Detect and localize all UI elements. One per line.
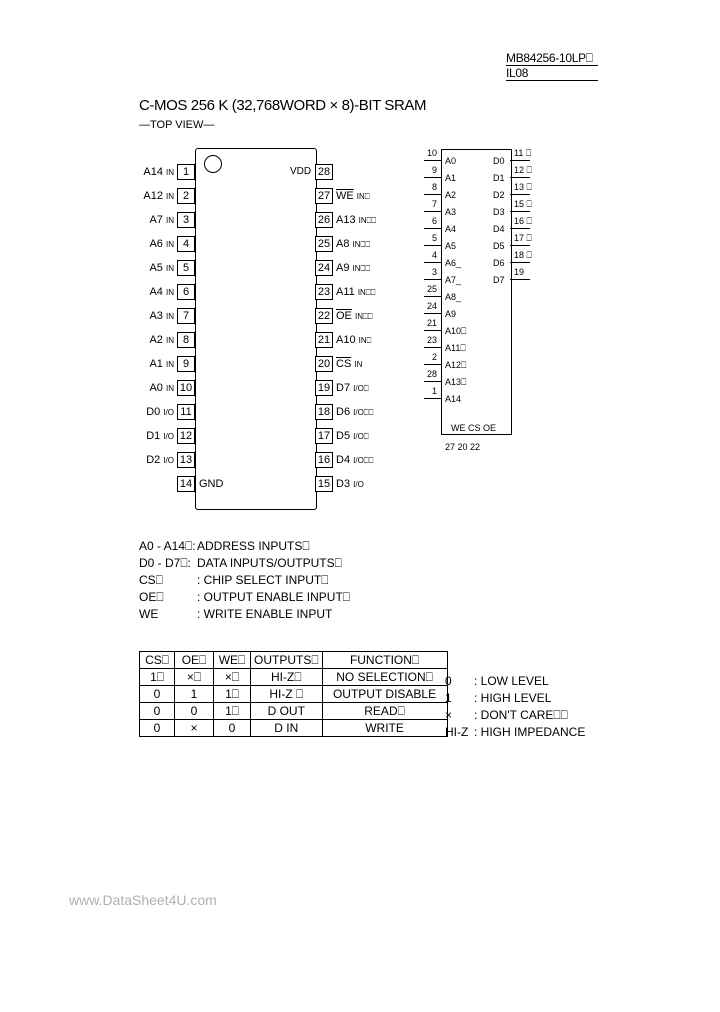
pin-label bbox=[336, 356, 362, 373]
symbol-output-lead bbox=[510, 279, 530, 280]
pin-label bbox=[336, 476, 364, 493]
pin-name: D4 bbox=[336, 454, 351, 466]
symbol-input-label: A3 bbox=[445, 207, 457, 217]
key-description: : DON'T CARE⎕⎕ bbox=[474, 708, 568, 722]
pin-name: A12 bbox=[143, 190, 163, 202]
symbol-output-pin: 11 ⎕ bbox=[514, 148, 532, 158]
pin-type: IN bbox=[166, 168, 174, 177]
symbol-input-pin: 3 bbox=[431, 267, 437, 277]
symbol-input-pin: 5 bbox=[431, 233, 437, 243]
symbol-output-label: D1 bbox=[493, 173, 505, 183]
pin-number: 19 bbox=[315, 380, 333, 396]
pin-number: 26 bbox=[315, 212, 333, 228]
function-table-heading: OUTPUTS⎕ bbox=[251, 652, 323, 669]
function-table-row bbox=[140, 703, 448, 720]
function-table-body bbox=[140, 669, 448, 737]
pin-number: 22 bbox=[315, 308, 333, 324]
function-table-cell: 0 bbox=[140, 720, 175, 737]
view-label: —TOP VIEW— bbox=[139, 119, 215, 131]
key-symbol: 0 bbox=[445, 674, 452, 688]
symbol-input-label: A4 bbox=[445, 224, 457, 234]
function-table-cell: 1⎕ bbox=[140, 669, 175, 686]
pin-type: IN bbox=[166, 336, 174, 345]
pin-label bbox=[336, 212, 376, 229]
pin-label bbox=[336, 452, 373, 469]
pin-label bbox=[149, 236, 174, 253]
pin-type: I/O⎕ bbox=[353, 432, 369, 441]
pin-number: 6 bbox=[177, 284, 195, 300]
pin-number: 23 bbox=[315, 284, 333, 300]
pin-name: A9 bbox=[336, 262, 350, 274]
symbol-input-pin: 21 bbox=[426, 318, 437, 328]
symbol-input-label: A11⎕ bbox=[445, 343, 466, 353]
pin-name: A11 bbox=[336, 286, 355, 298]
pin-label bbox=[336, 260, 370, 277]
key-symbol: × bbox=[445, 708, 453, 722]
pin-type: IN bbox=[166, 264, 174, 273]
pin-type: IN⎕⎕ bbox=[357, 288, 376, 297]
symbol-output-lead bbox=[510, 160, 530, 161]
pin-label bbox=[336, 284, 375, 301]
symbol-input-lead bbox=[424, 245, 441, 246]
symbol-output-pin: 13 ⎕ bbox=[514, 182, 532, 192]
pin-name: D2 bbox=[146, 454, 161, 466]
pin-number: 9 bbox=[177, 356, 195, 372]
symbol-output-pin: 16 ⎕ bbox=[514, 216, 532, 226]
pin-number: 21 bbox=[315, 332, 333, 348]
pin-type: I/O bbox=[163, 408, 174, 417]
function-table-heading: OE⎕ bbox=[175, 652, 214, 669]
pin-type: IN bbox=[166, 192, 174, 201]
pin-name: $\overline{CS}$ bbox=[336, 358, 352, 370]
pin-number: 1 bbox=[177, 164, 195, 180]
symbol-output-lead bbox=[510, 194, 530, 195]
part-number: MB84256-10LP⎕ bbox=[506, 51, 593, 65]
symbol-input-pin: 8 bbox=[431, 182, 437, 192]
pin-type: I/O bbox=[163, 456, 174, 465]
pin-number: 4 bbox=[177, 236, 195, 252]
pin-label bbox=[336, 236, 370, 253]
pin-number: 18 bbox=[315, 404, 333, 420]
pin-name: D0 bbox=[146, 406, 161, 418]
symbol-input-lead bbox=[424, 330, 441, 331]
pin-number: 28 bbox=[315, 164, 333, 180]
function-table-cell: READ⎕ bbox=[322, 703, 447, 720]
function-table-cell: 1⎕ bbox=[214, 686, 251, 703]
key-description: : LOW LEVEL bbox=[474, 674, 549, 688]
symbol-input-pin: 10 bbox=[426, 148, 437, 158]
symbol-input-lead bbox=[424, 211, 441, 212]
symbol-input-label: A8_ bbox=[445, 292, 462, 302]
legend-description: DATA INPUTS/OUTPUTS⎕ bbox=[197, 556, 342, 570]
pin-label bbox=[149, 332, 174, 349]
legend-signal: WE bbox=[139, 607, 159, 621]
symbol-input-pin: 4 bbox=[431, 250, 437, 260]
symbol-input-pin: 1 bbox=[431, 386, 437, 396]
symbol-input-lead bbox=[424, 296, 441, 297]
pin-name: A6 bbox=[149, 238, 163, 250]
pin-type: IN bbox=[166, 384, 174, 393]
pin-number: 14 bbox=[177, 476, 195, 492]
pin-type: IN bbox=[166, 360, 174, 369]
legend-description: ADDRESS INPUTS⎕ bbox=[197, 539, 310, 553]
pin-label bbox=[336, 404, 373, 421]
key-symbol: 1 bbox=[445, 691, 452, 705]
symbol-input-label: A2 bbox=[445, 190, 457, 200]
function-table-cell: 1⎕ bbox=[214, 703, 251, 720]
pin-type: IN⎕⎕ bbox=[354, 312, 373, 321]
symbol-input-label: A12⎕ bbox=[445, 360, 467, 370]
symbol-output-label: D4 bbox=[493, 224, 505, 234]
symbol-input-label: A1 bbox=[445, 173, 457, 183]
pin-number: 16 bbox=[315, 452, 333, 468]
function-table-cell: ×⎕ bbox=[175, 669, 214, 686]
symbol-input-lead bbox=[424, 381, 441, 382]
function-table-cell: WRITE bbox=[322, 720, 447, 737]
function-table-row bbox=[140, 669, 448, 686]
symbol-input-lead bbox=[424, 228, 441, 229]
function-table-heading: FUNCTION⎕ bbox=[322, 652, 447, 669]
pin-number: 7 bbox=[177, 308, 195, 324]
function-table-header bbox=[140, 652, 448, 669]
symbol-input-pin: 23 bbox=[426, 335, 437, 345]
pin-label bbox=[336, 428, 369, 445]
gnd-label: GND bbox=[199, 478, 224, 490]
legend-signal: A0 - A14⎕: bbox=[139, 539, 196, 553]
pin-name: D5 bbox=[336, 430, 351, 442]
page-title: C-MOS 256 K (32,768WORD × 8)-BIT SRAM bbox=[139, 97, 427, 114]
key-description: : HIGH IMPEDANCE bbox=[474, 725, 586, 739]
symbol-input-lead bbox=[424, 160, 441, 161]
pin-label bbox=[149, 380, 174, 397]
symbol-output-lead bbox=[510, 262, 530, 263]
symbol-output-pin: 19 bbox=[514, 267, 525, 277]
function-table-row bbox=[140, 686, 448, 703]
symbol-input-label: A7_ bbox=[445, 275, 462, 285]
pin-number: 11 bbox=[177, 404, 195, 420]
pin-label bbox=[143, 164, 174, 181]
watermark: www.DataSheet4U.com bbox=[69, 892, 217, 908]
symbol-input-pin: 24 bbox=[426, 301, 437, 311]
symbol-input-label: A9 bbox=[445, 309, 457, 319]
symbol-output-pin: 18 ⎕ bbox=[514, 250, 532, 260]
legend-description: : CHIP SELECT INPUT⎕ bbox=[197, 573, 329, 587]
symbol-output-label: D7 bbox=[493, 275, 505, 285]
symbol-bottom-pins: 27 20 22 bbox=[445, 442, 481, 452]
symbol-output-lead bbox=[510, 211, 530, 212]
pin-number: 10 bbox=[177, 380, 195, 396]
function-table-cell: 1 bbox=[175, 686, 214, 703]
function-table-row bbox=[140, 720, 448, 737]
pin-label bbox=[149, 356, 174, 373]
pin-type: I/O⎕⎕ bbox=[353, 408, 374, 417]
function-table-cell: 0 bbox=[175, 703, 214, 720]
function-table-cell: D IN bbox=[251, 720, 323, 737]
pin-name: A5 bbox=[149, 262, 163, 274]
symbol-output-label: D0 bbox=[493, 156, 505, 166]
pin-type: IN bbox=[166, 288, 174, 297]
function-table-cell: OUTPUT DISABLE bbox=[322, 686, 447, 703]
legend-signal: CS⎕ bbox=[139, 573, 163, 587]
pin-label bbox=[146, 404, 174, 421]
symbol-input-label: A10⎕ bbox=[445, 326, 467, 336]
symbol-input-lead bbox=[424, 262, 441, 263]
pin-name: A1 bbox=[149, 358, 163, 370]
function-table-cell: D OUT bbox=[251, 703, 323, 720]
function-table-heading: CS⎕ bbox=[140, 652, 175, 669]
symbol-input-lead bbox=[424, 177, 441, 178]
sub-code: IL08 bbox=[506, 66, 529, 80]
symbol-input-lead bbox=[424, 398, 441, 399]
symbol-input-lead bbox=[424, 279, 441, 280]
pin-label bbox=[149, 308, 174, 325]
symbol-input-pin: 7 bbox=[431, 199, 437, 209]
legend-description: : OUTPUT ENABLE INPUT⎕ bbox=[197, 590, 351, 604]
pin-type: IN bbox=[166, 216, 174, 225]
symbol-input-lead bbox=[424, 194, 441, 195]
symbol-input-lead bbox=[424, 347, 441, 348]
function-table-cell: HI-Z ⎕ bbox=[251, 686, 323, 703]
symbol-input-label: A13⎕ bbox=[445, 377, 467, 387]
function-table-heading: WE⎕ bbox=[214, 652, 251, 669]
pin-label bbox=[149, 284, 174, 301]
symbol-output-label: D2 bbox=[493, 190, 505, 200]
dip-package bbox=[195, 148, 317, 510]
symbol-input-pin: 25 bbox=[426, 284, 437, 294]
pin-number: 15 bbox=[315, 476, 333, 492]
pin-number: 8 bbox=[177, 332, 195, 348]
pin-name: D3 bbox=[336, 478, 351, 490]
pin-name: A4 bbox=[149, 286, 163, 298]
function-table-cell: ×⎕ bbox=[214, 669, 251, 686]
symbol-input-pin: 2 bbox=[431, 352, 437, 362]
symbol-output-lead bbox=[510, 228, 530, 229]
symbol-input-label: A5 bbox=[445, 241, 457, 251]
symbol-input-pin: 28 bbox=[426, 369, 437, 379]
key-symbol: HI-Z bbox=[445, 725, 469, 739]
pin-name: A14 bbox=[143, 166, 163, 178]
pin-name: A8 bbox=[336, 238, 350, 250]
pin-label bbox=[149, 260, 174, 277]
pin-number: 17 bbox=[315, 428, 333, 444]
key-description: : HIGH LEVEL bbox=[474, 691, 552, 705]
pin-label bbox=[149, 212, 174, 229]
pin-type: I/O⎕ bbox=[353, 384, 369, 393]
pin-number: 27 bbox=[315, 188, 333, 204]
pin-name: A3 bbox=[149, 310, 163, 322]
pin-number: 25 bbox=[315, 236, 333, 252]
pin-label bbox=[336, 380, 369, 397]
pin-type: IN⎕⎕ bbox=[352, 264, 371, 273]
vdd-label: VDD bbox=[290, 166, 312, 177]
symbol-output-lead bbox=[510, 177, 530, 178]
pin-name: $\overline{WE}$ bbox=[336, 190, 354, 202]
symbol-input-pin: 6 bbox=[431, 216, 437, 226]
function-table-cell: 0 bbox=[214, 720, 251, 737]
function-table-cell: HI-Z⎕ bbox=[251, 669, 323, 686]
pin-number: 2 bbox=[177, 188, 195, 204]
symbol-output-pin: 15 ⎕ bbox=[514, 199, 532, 209]
pin-label bbox=[146, 452, 174, 469]
pin-number: 5 bbox=[177, 260, 195, 276]
pin-number: 3 bbox=[177, 212, 195, 228]
symbol-output-pin: 12 ⎕ bbox=[514, 165, 532, 175]
symbol-input-label: A14 bbox=[445, 394, 462, 404]
pin-label bbox=[336, 332, 371, 349]
pin-number: 13 bbox=[177, 452, 195, 468]
symbol-output-label: D5 bbox=[493, 241, 505, 251]
pin-label bbox=[143, 188, 174, 205]
pin-name: A7 bbox=[149, 214, 163, 226]
pin1-notch-icon bbox=[204, 155, 222, 173]
pin-type: I/O bbox=[163, 432, 174, 441]
symbol-output-lead bbox=[510, 245, 530, 246]
pin-name: D1 bbox=[146, 430, 161, 442]
pin-name: A10 bbox=[336, 334, 356, 346]
pin-name: A2 bbox=[149, 334, 163, 346]
legend-signal: D0 - D7⎕: bbox=[139, 556, 191, 570]
symbol-input-label: A6_ bbox=[445, 258, 462, 268]
function-table bbox=[139, 651, 448, 737]
symbol-input-lead bbox=[424, 364, 441, 365]
pin-label bbox=[146, 428, 174, 445]
symbol-input-label: A0 bbox=[445, 156, 457, 166]
legend-signal: OE⎕ bbox=[139, 590, 164, 604]
pin-type: IN bbox=[166, 312, 174, 321]
pin-type: I/O⎕⎕ bbox=[353, 456, 374, 465]
symbol-input-lead bbox=[424, 313, 441, 314]
symbol-output-pin: 17 ⎕ bbox=[514, 233, 532, 243]
function-table-cell: 0 bbox=[140, 703, 175, 720]
pin-type: IN⎕ bbox=[358, 336, 372, 345]
pin-name: D6 bbox=[336, 406, 351, 418]
function-table-cell: × bbox=[175, 720, 214, 737]
pin-number: 20 bbox=[315, 356, 333, 372]
pin-type: IN bbox=[166, 240, 174, 249]
symbol-output-label: D6 bbox=[493, 258, 505, 268]
pin-type: IN⎕⎕ bbox=[358, 216, 377, 225]
symbol-bottom-label: WE CS OE bbox=[451, 423, 497, 433]
function-table-cell: NO SELECTION⎕ bbox=[322, 669, 447, 686]
pin-type: IN⎕ bbox=[356, 192, 370, 201]
pin-number: 12 bbox=[177, 428, 195, 444]
pin-type: IN⎕⎕ bbox=[352, 240, 371, 249]
pin-name: A0 bbox=[149, 382, 163, 394]
pin-name: A13 bbox=[336, 214, 356, 226]
pin-number: 24 bbox=[315, 260, 333, 276]
function-table-cell: 0 bbox=[140, 686, 175, 703]
pin-type: I/O bbox=[353, 480, 364, 489]
pin-label bbox=[336, 308, 373, 325]
legend-description: : WRITE ENABLE INPUT bbox=[197, 607, 333, 621]
symbol-input-pin: 9 bbox=[431, 165, 437, 175]
pin-type: IN bbox=[354, 360, 363, 369]
header-rule-2 bbox=[506, 80, 598, 81]
pin-name: $\overline{OE}$ bbox=[336, 310, 352, 322]
symbol-output-label: D3 bbox=[493, 207, 505, 217]
pin-name: D7 bbox=[336, 382, 351, 394]
pin-label bbox=[336, 188, 370, 205]
